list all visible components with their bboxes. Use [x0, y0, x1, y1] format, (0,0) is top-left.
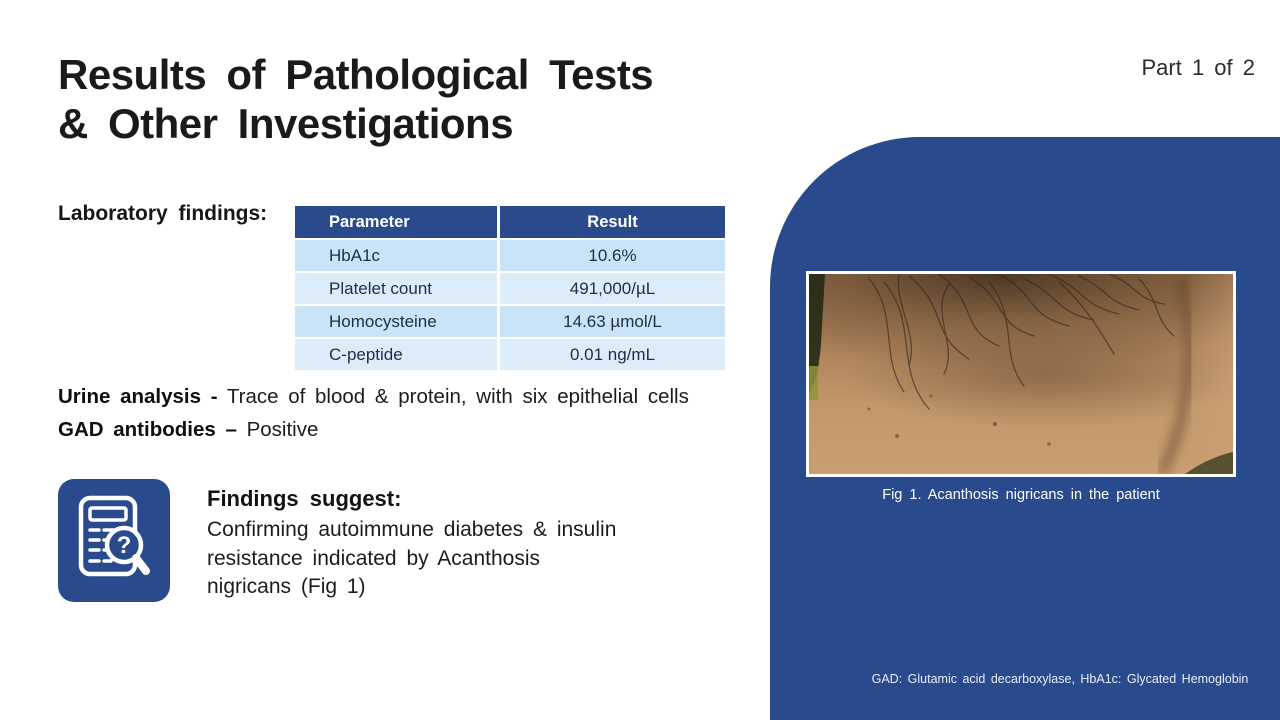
table-header-result: Result	[500, 206, 725, 238]
figure-caption: Fig 1. Acanthosis nigricans in the patient	[882, 487, 1160, 503]
page-title-line2: & Other Investigations	[58, 100, 514, 147]
gad-antibodies-line	[58, 413, 689, 446]
table-row-parameter: Homocysteine	[295, 306, 497, 337]
table-row-parameter: HbA1c	[295, 240, 497, 271]
abbreviation-footnote: GAD: Glutamic acid decarboxylase, HbA1c: Glycated Hemoglobin	[871, 672, 1249, 686]
table-row-result: 14.63 µmol/L	[500, 306, 725, 337]
document-magnifier-question-icon	[58, 479, 170, 602]
lab-results-table	[295, 206, 725, 370]
findings-suggest-body	[207, 516, 677, 602]
page-title	[58, 50, 653, 148]
urine-analysis-line	[58, 380, 689, 413]
figure-photo	[806, 271, 1236, 477]
findings-suggest-line: nigricans (Fig 1)	[207, 575, 366, 598]
findings-suggest-line: Confirming autoimmune diabetes & insulin	[207, 518, 617, 541]
table-row-result: 0.01 ng/mL	[500, 339, 725, 370]
findings-suggest-line: resistance indicated by Acanthosis	[207, 546, 541, 570]
findings-suggest-heading: Findings suggest:	[207, 486, 402, 511]
gad-antibodies-label: GAD antibodies –	[58, 418, 237, 441]
figure-panel	[770, 137, 1280, 720]
other-findings	[58, 380, 689, 446]
lab-findings-label: Laboratory findings:	[58, 202, 268, 225]
table-row-parameter: C-peptide	[295, 339, 497, 370]
svg-text:?: ?	[116, 531, 132, 559]
table-header-parameter: Parameter	[295, 206, 497, 238]
urine-analysis-text: Trace of blood & protein, with six epithelial cells	[226, 385, 689, 408]
table-row-result: 10.6%	[500, 240, 725, 271]
page-title-line1: Results of Pathological Tests	[58, 51, 654, 98]
table-row-parameter: Platelet count	[295, 273, 497, 304]
table-row-result: 491,000/µL	[500, 273, 725, 304]
page-indicator: Part 1 of 2	[1141, 55, 1255, 80]
gad-antibodies-text: Positive	[246, 418, 319, 441]
urine-analysis-label: Urine analysis -	[58, 385, 218, 408]
